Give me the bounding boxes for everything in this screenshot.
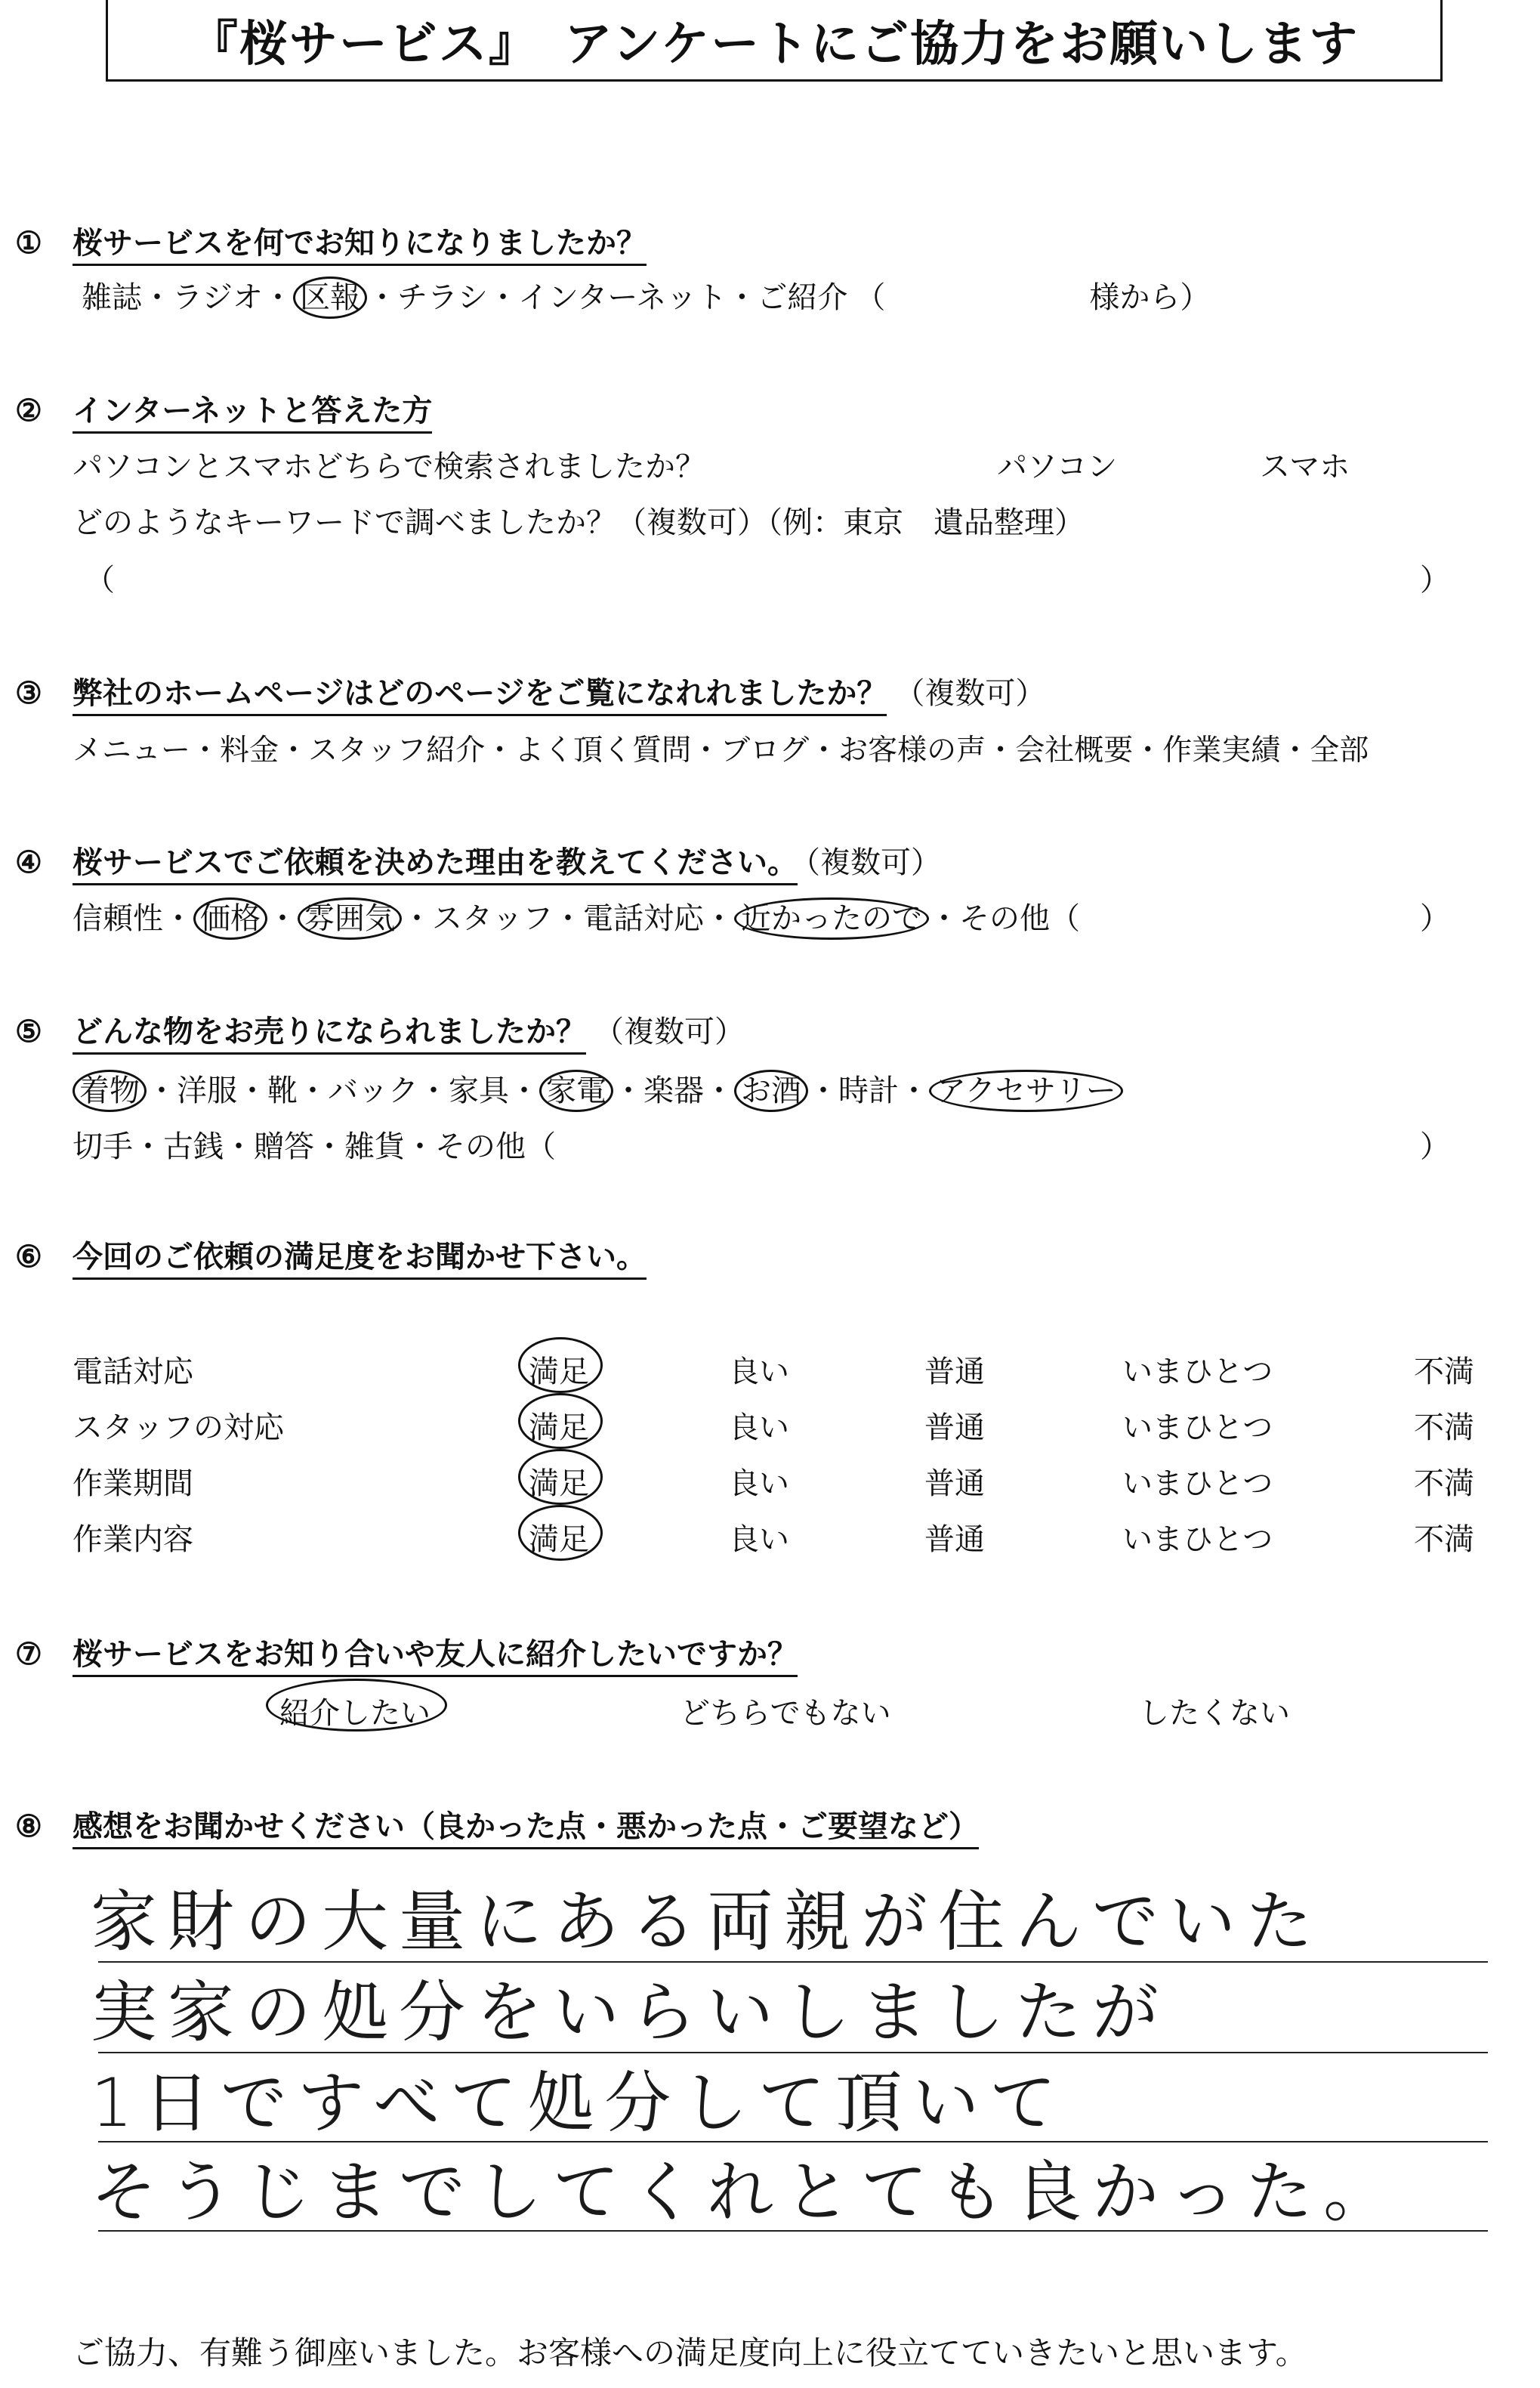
separator: ・ [613,1074,643,1108]
q6-scale-option[interactable]: 普通 [924,1355,985,1389]
q4-option[interactable]: スタッフ [432,901,553,936]
q3-option[interactable]: 全部 [1310,734,1369,768]
q5-option-selected[interactable]: お酒 [734,1070,808,1112]
q2-keyword-paren-close: ） [1420,563,1450,598]
q6-scale-option[interactable]: いまひとつ [1122,1466,1273,1501]
q3-question: 弊社のホームページはどのページをご覧になれれましたか？ [73,675,887,716]
q1-question: 桜サービスを何でお知りになりましたか？ [73,225,647,266]
q4-option-selected[interactable]: 近かったので [734,897,929,940]
q5-option[interactable]: 贈答 [254,1129,314,1164]
q5-note: （複数可） [594,1015,745,1049]
q6-scale-option[interactable]: 普通 [924,1410,985,1445]
separator: ・ [488,280,518,315]
separator: ・ [418,1074,449,1108]
q3-options [73,727,1369,769]
q3-option[interactable]: よく頂く質問 [514,734,692,768]
q5-heading [15,1008,745,1051]
q4-option[interactable]: 電話対応 [583,901,704,936]
separator: ・ [237,1074,267,1108]
q3-heading [15,669,1045,712]
separator: ・ [704,901,734,936]
q6-scale-option[interactable]: 良い [729,1522,789,1557]
q5-option[interactable]: 切手 [73,1129,133,1164]
q6-scale-option[interactable]: 満足 [529,1410,589,1445]
q2-option-smartphone[interactable]: スマホ [1260,449,1350,484]
q7-number: ⑦ [15,1636,42,1672]
separator: ・ [263,280,293,315]
separator: ・ [727,280,758,315]
separator: ・ [133,1129,163,1164]
q4-heading [15,839,941,882]
q5-option[interactable]: 靴 [267,1074,298,1108]
separator: ・ [224,1129,254,1164]
separator: ・ [314,1129,344,1164]
separator: ・ [402,901,432,936]
q6-row-label: 作業内容 [73,1522,193,1557]
q5-option-selected[interactable]: 家電 [539,1070,613,1112]
q6-question: 今回のご依頼の満足度をお聞かせ下さい。 [73,1239,647,1280]
q6-scale-option[interactable]: 不満 [1414,1355,1474,1389]
separator: ・ [809,734,839,768]
q8-heading [15,1803,979,1846]
q3-option[interactable]: 作業実績 [1162,734,1281,768]
separator: ・ [986,734,1016,768]
q6-row-label: スタッフの対応 [73,1410,284,1445]
q1-number: ① [15,225,42,261]
separator: ・ [553,901,583,936]
separator: ・ [190,734,221,768]
q4-number: ④ [15,845,42,880]
separator: ・ [267,901,298,936]
separator: ・ [405,1129,435,1164]
q3-option[interactable]: ブログ [721,734,810,768]
separator: ・ [163,901,193,936]
q4-option-selected[interactable]: 価格 [193,897,267,940]
separator: ・ [509,1074,539,1108]
q1-option[interactable]: ラジオ [172,280,263,315]
q8-handwritten-line-4: そうじまでしてくれとても良かった。 [91,2153,1401,2231]
page-title [106,0,1443,82]
q6-heading [15,1233,647,1276]
q8-rule-4 [98,2230,1488,2232]
q8-handwritten-line-1: 家財の大量にある両親が住んでいた [91,1883,1324,1960]
q7-option-neutral[interactable]: どちらでもない [680,1696,891,1731]
q7-question: 桜サービスをお知り合いや友人に紹介したいですか？ [73,1636,798,1677]
separator: ・ [485,734,515,768]
q4-paren-close: ） [1420,901,1450,936]
q2-device-question: パソコンとスマホどちらで検索されましたか？ [73,449,705,484]
q6-row-label: 作業期間 [73,1466,193,1501]
q4-question: 桜サービスでご依頼を決めた理由を教えてください。 [73,845,798,885]
q6-scale-option[interactable]: 普通 [924,1466,985,1501]
q3-number: ③ [15,675,42,711]
separator: ・ [298,1074,328,1108]
q7-option-recommend[interactable]: 紹介したい [279,1696,431,1731]
q5-option[interactable]: 時計 [838,1074,899,1108]
q1-option[interactable]: チラシ [397,280,488,315]
q6-number: ⑥ [15,1239,42,1274]
q6-scale-option[interactable]: 良い [729,1466,789,1501]
q5-option-selected[interactable]: アクセサリー [929,1070,1123,1112]
q5-other-paren-open: （ [526,1129,556,1164]
q1-option-selected[interactable]: 区報 [293,276,367,319]
separator: ・ [899,1074,929,1108]
q7-option-no[interactable]: したくない [1139,1696,1290,1731]
q1-option[interactable]: 雑誌 [82,280,142,315]
q5-paren-close: ） [1420,1129,1450,1164]
q5-option[interactable]: 古銭 [163,1129,224,1164]
page-title-text: 『桜サービス』 アンケートにご協力をお願いします [189,15,1359,73]
q3-option[interactable]: スタッフ紹介 [308,734,486,768]
q4-option[interactable]: その他 [959,901,1050,936]
separator: ・ [808,1074,838,1108]
q3-option[interactable]: メニュー [73,734,191,768]
q5-number: ⑤ [15,1014,42,1049]
q4-other-paren-open: （ [1050,901,1080,936]
q6-scale-option[interactable]: 満足 [529,1522,589,1557]
q4-option[interactable]: 信頼性 [73,901,163,936]
q1-heading [15,219,647,262]
separator: ・ [367,280,397,315]
q6-scale-option[interactable]: 不満 [1414,1522,1474,1557]
q6-scale-option[interactable]: 不満 [1414,1466,1474,1501]
q5-options-row2 [73,1123,556,1166]
q8-handwritten-line-3: 1日ですべて処分して頂いて [91,2064,1067,2142]
q4-options [73,894,1080,938]
q6-scale-option[interactable]: 不満 [1414,1410,1474,1445]
separator: ・ [929,901,959,936]
q2-keyword-question: どのようなキーワードで調べましたか？（複数可）（例：東京 遺品整理） [73,505,1085,540]
q6-scale-option[interactable]: 良い [729,1410,789,1445]
separator: ・ [1280,734,1310,768]
q4-option-selected[interactable]: 雰囲気 [298,897,402,940]
q2-keyword-paren-open: （ [85,563,115,598]
q6-scale-option[interactable]: 満足 [529,1466,589,1501]
q5-question: どんな物をお売りになられましたか？ [73,1014,586,1055]
q1-referral-paren-open: （ [855,280,886,315]
q5-option[interactable]: バック [328,1074,418,1108]
q6-scale-option[interactable]: いまひとつ [1122,1522,1273,1557]
q8-number: ⑧ [15,1809,42,1844]
q6-scale-option[interactable]: 満足 [529,1355,589,1389]
q3-option[interactable]: お客様の声 [838,734,986,768]
q5-option-selected[interactable]: 着物 [73,1070,147,1112]
q2-heading [15,387,432,430]
q6-scale-option[interactable]: いまひとつ [1122,1410,1273,1445]
q5-option[interactable]: 洋服 [177,1074,237,1108]
separator: ・ [691,734,721,768]
q1-options [82,273,1210,317]
q4-note: （複数可） [805,845,941,880]
q6-scale-option[interactable]: 普通 [924,1522,985,1557]
q1-referral-suffix: 様から） [1089,280,1211,315]
q5-option[interactable]: 雑貨 [344,1129,405,1164]
q3-note: （複数可） [894,676,1046,711]
q5-option[interactable]: その他 [435,1129,526,1164]
separator: ・ [142,280,172,315]
footer-thanks: ご協力、有難う御座いました。お客様への満足度向上に役立てていきたいと思います。 [73,2334,1307,2371]
q2-number: ② [15,393,42,428]
q8-question: 感想をお聞かせください（良かった点・悪かった点・ご要望など） [73,1809,979,1849]
q1-option[interactable]: インターネット [518,280,727,315]
q6-scale-option[interactable]: 良い [729,1355,789,1389]
separator: ・ [279,734,309,768]
q3-option[interactable]: 料金 [220,734,279,768]
q8-handwritten-line-2: 実家の処分をいらいしましたが [91,1973,1170,2051]
q5-option[interactable]: 楽器 [643,1074,704,1108]
q6-row-label: 電話対応 [73,1355,193,1389]
q5-option[interactable]: 家具 [449,1074,509,1108]
separator: ・ [704,1074,734,1108]
q7-heading [15,1630,798,1673]
q5-options-row1 [73,1067,1123,1110]
q2-option-pc[interactable]: パソコン [997,449,1118,484]
q2-question: インターネットと答えた方 [73,393,432,434]
q1-option[interactable]: ご紹介 [757,280,848,315]
separator: ・ [147,1074,177,1108]
q6-scale-option[interactable]: いまひとつ [1122,1355,1273,1389]
separator: ・ [1133,734,1163,768]
q3-option[interactable]: 会社概要 [1015,734,1134,768]
